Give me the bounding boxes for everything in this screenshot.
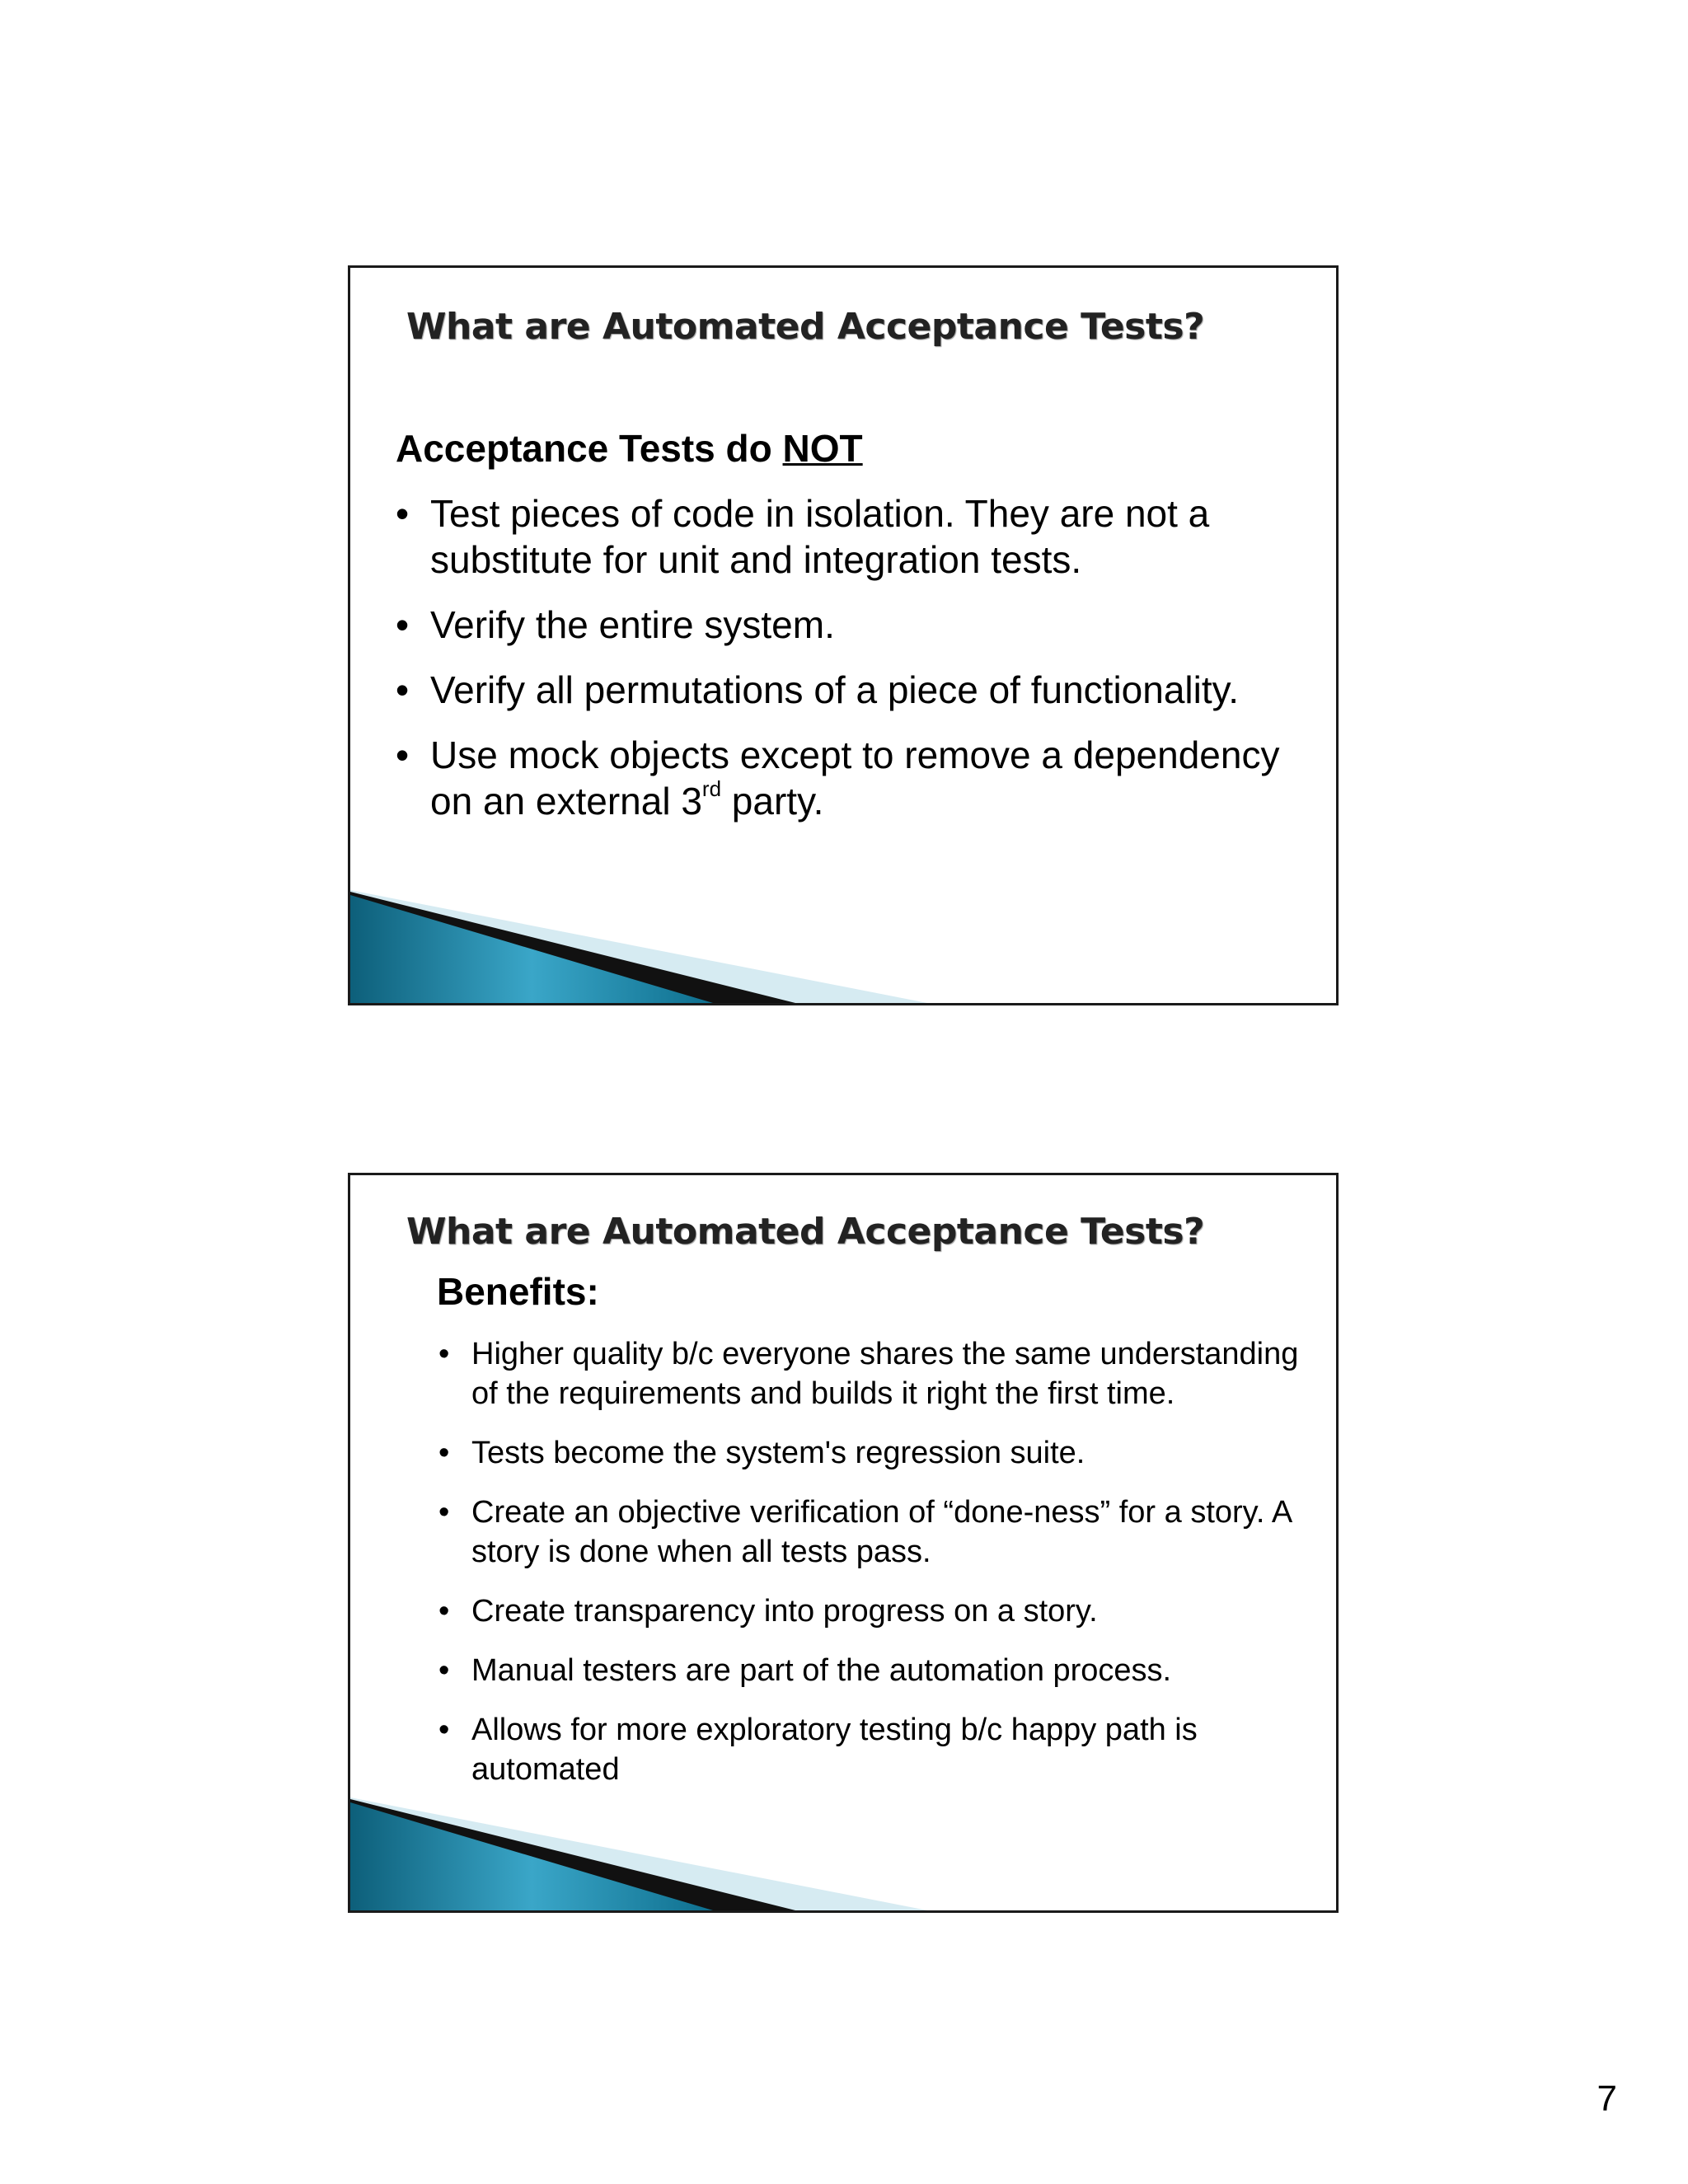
- bullet-icon: •: [438, 1594, 450, 1629]
- superscript: rd: [701, 776, 722, 801]
- list-item-text: Use mock objects except to remove a dependency on an external 3: [430, 733, 1280, 823]
- bullet-icon: •: [438, 1653, 450, 1688]
- list-item-text-tail: party.: [721, 780, 824, 823]
- subhead-text: Acceptance Tests do: [396, 427, 783, 470]
- slide-title: What are Automated Acceptance Tests?: [406, 306, 1205, 348]
- list-item-text: Tests become the system's regression suite.: [471, 1436, 1085, 1470]
- list-item: [438, 1591, 1312, 1631]
- list-item-text: Allows for more exploratory testing b/c happy path is automated: [471, 1713, 1198, 1787]
- list-item: [396, 490, 1304, 583]
- slide-subhead: Benefits:: [437, 1270, 599, 1313]
- subhead-emphasis: NOT: [782, 427, 863, 470]
- list-item-text: Higher quality b/c everyone shares the same understanding of the requirements and builds it right the first time.: [471, 1337, 1299, 1411]
- page-number: 7: [1597, 2079, 1617, 2119]
- slide-1: [348, 265, 1339, 1005]
- slide-subhead: [396, 426, 863, 471]
- list-item: [396, 602, 1304, 648]
- list-item: [396, 732, 1304, 824]
- list-item: [396, 667, 1304, 713]
- slide-2: [348, 1173, 1339, 1913]
- list-item-text: Create transparency into progress on a story.: [471, 1594, 1098, 1629]
- swoosh-decoration-icon: [350, 1791, 927, 1910]
- list-item: [438, 1433, 1312, 1473]
- list-item: [438, 1710, 1312, 1789]
- bullet-list: [438, 1334, 1312, 1809]
- bullet-icon: •: [396, 668, 410, 711]
- bullet-icon: •: [438, 1337, 450, 1371]
- bullet-icon: •: [396, 603, 410, 646]
- list-item-text: Test pieces of code in isolation. They are not a substitute for unit and integration tests.: [430, 492, 1210, 581]
- list-item: [438, 1334, 1312, 1413]
- list-item-text: Create an objective verification of “done-ness” for a story. A story is done when all tests pass.: [471, 1495, 1292, 1569]
- bullet-icon: •: [396, 492, 410, 535]
- list-item-text: Verify the entire system.: [430, 603, 835, 646]
- list-item: [438, 1493, 1312, 1572]
- swoosh-decoration-icon: [350, 883, 927, 1003]
- bullet-icon: •: [438, 1713, 450, 1747]
- bullet-icon: •: [438, 1495, 450, 1530]
- bullet-icon: •: [396, 733, 410, 776]
- list-item: [438, 1651, 1312, 1690]
- list-item-text: Manual testers are part of the automation process.: [471, 1653, 1172, 1688]
- bullet-icon: •: [438, 1436, 450, 1470]
- list-item-text: Verify all permutations of a piece of functionality.: [430, 668, 1240, 711]
- bullet-list: [396, 490, 1304, 843]
- slide-title: What are Automated Acceptance Tests?: [406, 1211, 1205, 1253]
